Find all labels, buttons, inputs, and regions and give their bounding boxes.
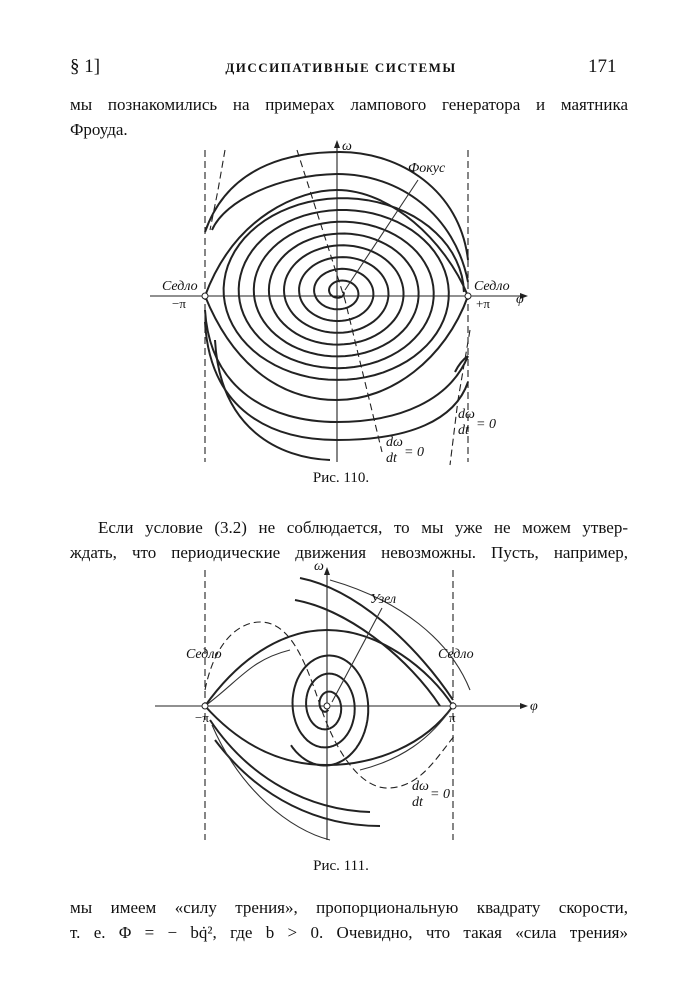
fig111-minus-pi-label: −π [195, 710, 209, 725]
fig110-deriv-den-a: dt [386, 451, 397, 466]
page-number: 171 [588, 56, 617, 77]
fig111-band-5 [212, 725, 330, 840]
fig111-saddle-left [202, 703, 208, 709]
fig111-phi-label: φ [530, 699, 538, 714]
fig110-deriv-eq-b: = 0 [476, 417, 496, 432]
paragraph-mid-line1: Если условие (3.2) не соблюдается, то мы уже не можем утвер- [98, 518, 628, 537]
fig110-deriv-num-b: dω [458, 407, 475, 422]
paragraph-top-line1: мы познакомились на примерах лампового генератора и маятника [70, 95, 628, 114]
header-title: ДИССИПАТИВНЫЕ СИСТЕМЫ [225, 60, 457, 75]
fig111-omega-label: ω [314, 559, 324, 574]
fig110-saddle-right-label: Седло [474, 279, 510, 294]
fig110-plus-pi-label: +π [476, 296, 490, 311]
figure-110-caption: Рис. 110. [312, 470, 370, 486]
fig111-band-2 [295, 600, 440, 706]
fig111-deriv-num: dω [412, 779, 429, 794]
fig111-node-point [324, 703, 330, 709]
fig111-pi-label: π [449, 710, 456, 725]
fig110-isocline-left [210, 150, 225, 230]
fig110-deriv-eq-a: = 0 [404, 445, 424, 460]
fig111-deriv-eq: = 0 [430, 787, 450, 802]
paragraph-bottom-line1: мы имеем «силу трения», пропорциональную квадрату скорости, [70, 898, 628, 917]
paragraph-bottom [70, 895, 628, 945]
fig110-omega-arrow [334, 140, 340, 148]
fig111-spiral [291, 656, 368, 766]
fig110-spiral [224, 198, 464, 380]
fig111-saddle-right-label: Седло [438, 647, 474, 662]
paragraph-top-line2: Фроуда. [70, 120, 128, 139]
fig111-saddle-left-label: Седло [186, 647, 222, 662]
fig111-deriv-den: dt [412, 795, 423, 810]
fig110-saddle-left [202, 293, 208, 299]
fig110-deriv-num-a: dω [386, 435, 403, 450]
fig111-band-6 [330, 580, 470, 690]
fig111-saddle-right [450, 703, 456, 709]
figure-111-caption: Рис. 111. [313, 858, 369, 874]
paragraph-mid-line2: ждать, что периодические движения невозможны. Пусть, например, [70, 543, 628, 562]
fig111-node-pointer [332, 608, 382, 702]
fig111-band-7 [360, 706, 453, 770]
header-section: § 1] [70, 56, 101, 77]
fig110-deriv-den-b: dt [458, 423, 469, 438]
fig111-node-label: Узел [370, 592, 397, 607]
fig110-saddle-right [465, 293, 471, 299]
paragraph-bottom-line2: т. е. Φ = − bq̇², где b > 0. Очевидно, что такая «сила трения» [70, 923, 628, 942]
fig111-omega-arrow [324, 567, 330, 575]
fig110-omega-label: ω [342, 139, 352, 154]
fig110-minus-pi-label: −π [172, 296, 186, 311]
fig110-phi-label: φ [516, 292, 524, 307]
figure-110 [0, 135, 682, 475]
fig110-saddle-left-label: Седло [162, 279, 198, 294]
figure-111 [0, 558, 682, 848]
fig110-focus-label: Фокус [408, 161, 446, 176]
fig111-phi-arrow [520, 703, 528, 709]
